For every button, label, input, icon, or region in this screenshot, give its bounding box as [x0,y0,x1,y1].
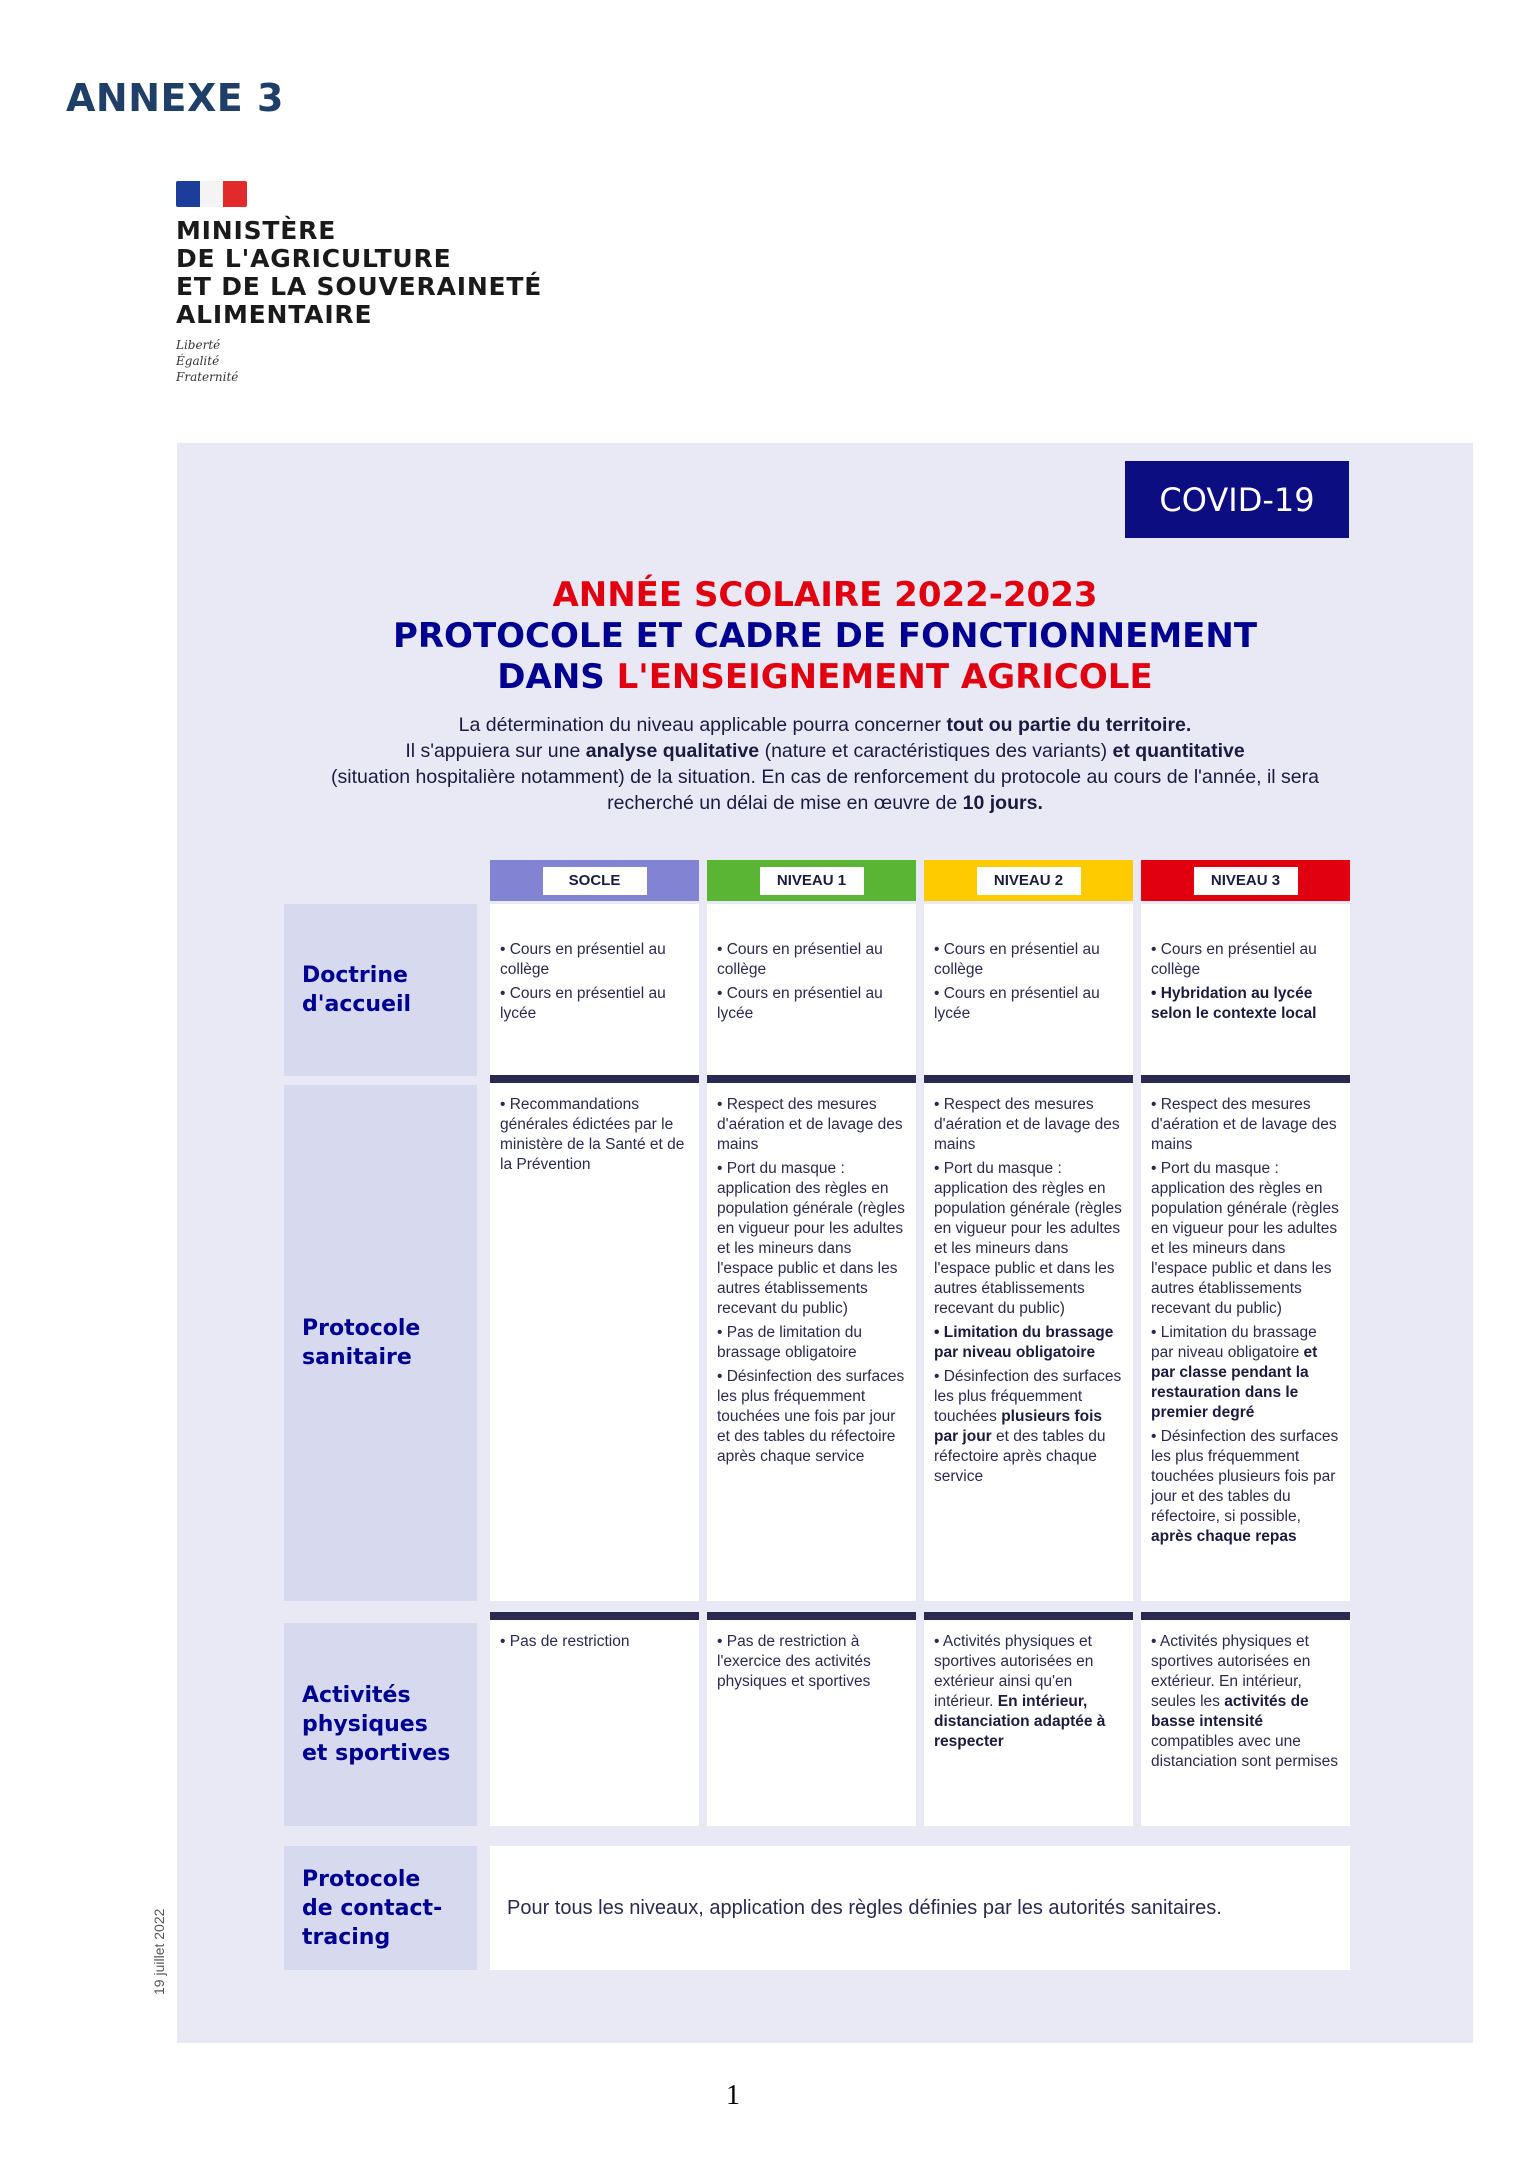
cell-sanitaire-niveau-3: • Respect des mesures d'aération et de lavage des mains • Port du masque : application des règles en population générale (règles en vigueur pour les adultes et les mineurs dans l'espace public et dans les autres établissements recevant du public) • Limitation du brassage par niveau obligatoire et par classe pendant la restauration dans le premier degré • Désinfection des surfaces les plus fréquemment touchées plusieurs fois par jour et des tables du réfectoire, si possible, après chaque repas [1141,1075,1350,1601]
ministry-motto: Liberté Égalité Fraternité [176,338,239,384]
cell-activites-niveau-3: • Activités physiques et sportives autorisées en extérieur. En intérieur, seules les activités de basse intensité compatibles avec une distanciation sont permises [1141,1612,1350,1826]
column-header-niveau-2: NIVEAU 2 [924,860,1133,901]
intro-text: La détermination du niveau applicable pourra concerner tout ou partie du territoire. Il s'appuiera sur une analyse qualitative (nature et caractéristiques des variants) et quantitative (situation hospitalière notamment) de la situation. En cas de renforcement du protocole au cours de l'année, il sera recherché un délai de mise en œuvre de 10 jours. [331,714,1319,814]
side-date: 19 juillet 2022 [151,1908,167,1995]
cell-activites-niveau-1: • Pas de restriction à l'exercice des activités physiques et sportives [707,1612,916,1826]
cell-sanitaire-niveau-1: • Respect des mesures d'aération et de lavage des mains • Port du masque : application des règles en population générale (règles en vigueur pour les adultes et les mineurs dans l'espace public et dans les autres établissements recevant du public) • Pas de limitation du brassage obligatoire • Désinfection des surfaces les plus fréquemment touchées une fois par jour et des tables du réfectoire après chaque service [707,1075,916,1601]
title-enseignement: DANS L'ENSEIGNEMENT AGRICOLE [497,657,1153,697]
cell-doctrine-niveau-2: • Cours en présentiel au collège • Cours en présentiel au lycée [924,904,1133,1076]
protocol-title [200,575,1450,698]
column-header-socle: SOCLE [490,860,699,901]
row-label-sanitaire: Protocole sanitaire [284,1085,477,1601]
row-label-contact-tracing: Protocole de contact- tracing [284,1846,477,1970]
cell-sanitaire-niveau-2: • Respect des mesures d'aération et de lavage des mains • Port du masque : application des règles en population générale (règles en vigueur pour les adultes et les mineurs dans l'espace public et dans les autres établissements recevant du public) • Limitation du brassage par niveau obligatoire • Désinfection des surfaces les plus fréquemment touchées plusieurs fois par jour et des tables du réfectoire après chaque service [924,1075,1133,1601]
row-label-activites: Activités physiques et sportives [284,1623,477,1826]
cell-sanitaire-socle: • Recommandations générales édictées par le ministère de la Santé et de la Prévention [490,1075,699,1601]
column-header-niveau-3: NIVEAU 3 [1141,860,1350,901]
annexe-title: ANNEXE 3 [66,76,284,120]
title-year: ANNÉE SCOLAIRE 2022-2023 [552,575,1098,615]
ministry-name: MINISTÈRE DE L'AGRICULTURE ET DE LA SOUVERAINETÉ ALIMENTAIRE [176,216,543,329]
column-header-niveau-1: NIVEAU 1 [707,860,916,901]
page-number: 1 [726,2080,740,2111]
ministry-logo [176,181,542,385]
row-label-doctrine: Doctrine d'accueil [284,904,477,1076]
cell-activites-socle: • Pas de restriction [490,1612,699,1826]
covid-badge: COVID-19 [1125,461,1349,538]
french-flag-icon [176,181,247,207]
cell-activites-niveau-2: • Activités physiques et sportives autorisées en extérieur ainsi qu'en intérieur. En intérieur, distanciation adaptée à respecter [924,1612,1133,1826]
cell-doctrine-socle: • Cours en présentiel au collège • Cours en présentiel au lycée [490,904,699,1076]
cell-doctrine-niveau-1: • Cours en présentiel au collège • Cours en présentiel au lycée [707,904,916,1076]
cell-contact-tracing: Pour tous les niveaux, application des règles définies par les autorités sanitaires. [490,1846,1350,1970]
cell-doctrine-niveau-3: • Cours en présentiel au collège • Hybridation au lycée selon le contexte local [1141,904,1350,1076]
title-protocol: PROTOCOLE ET CADRE DE FONCTIONNEMENT [392,616,1258,656]
